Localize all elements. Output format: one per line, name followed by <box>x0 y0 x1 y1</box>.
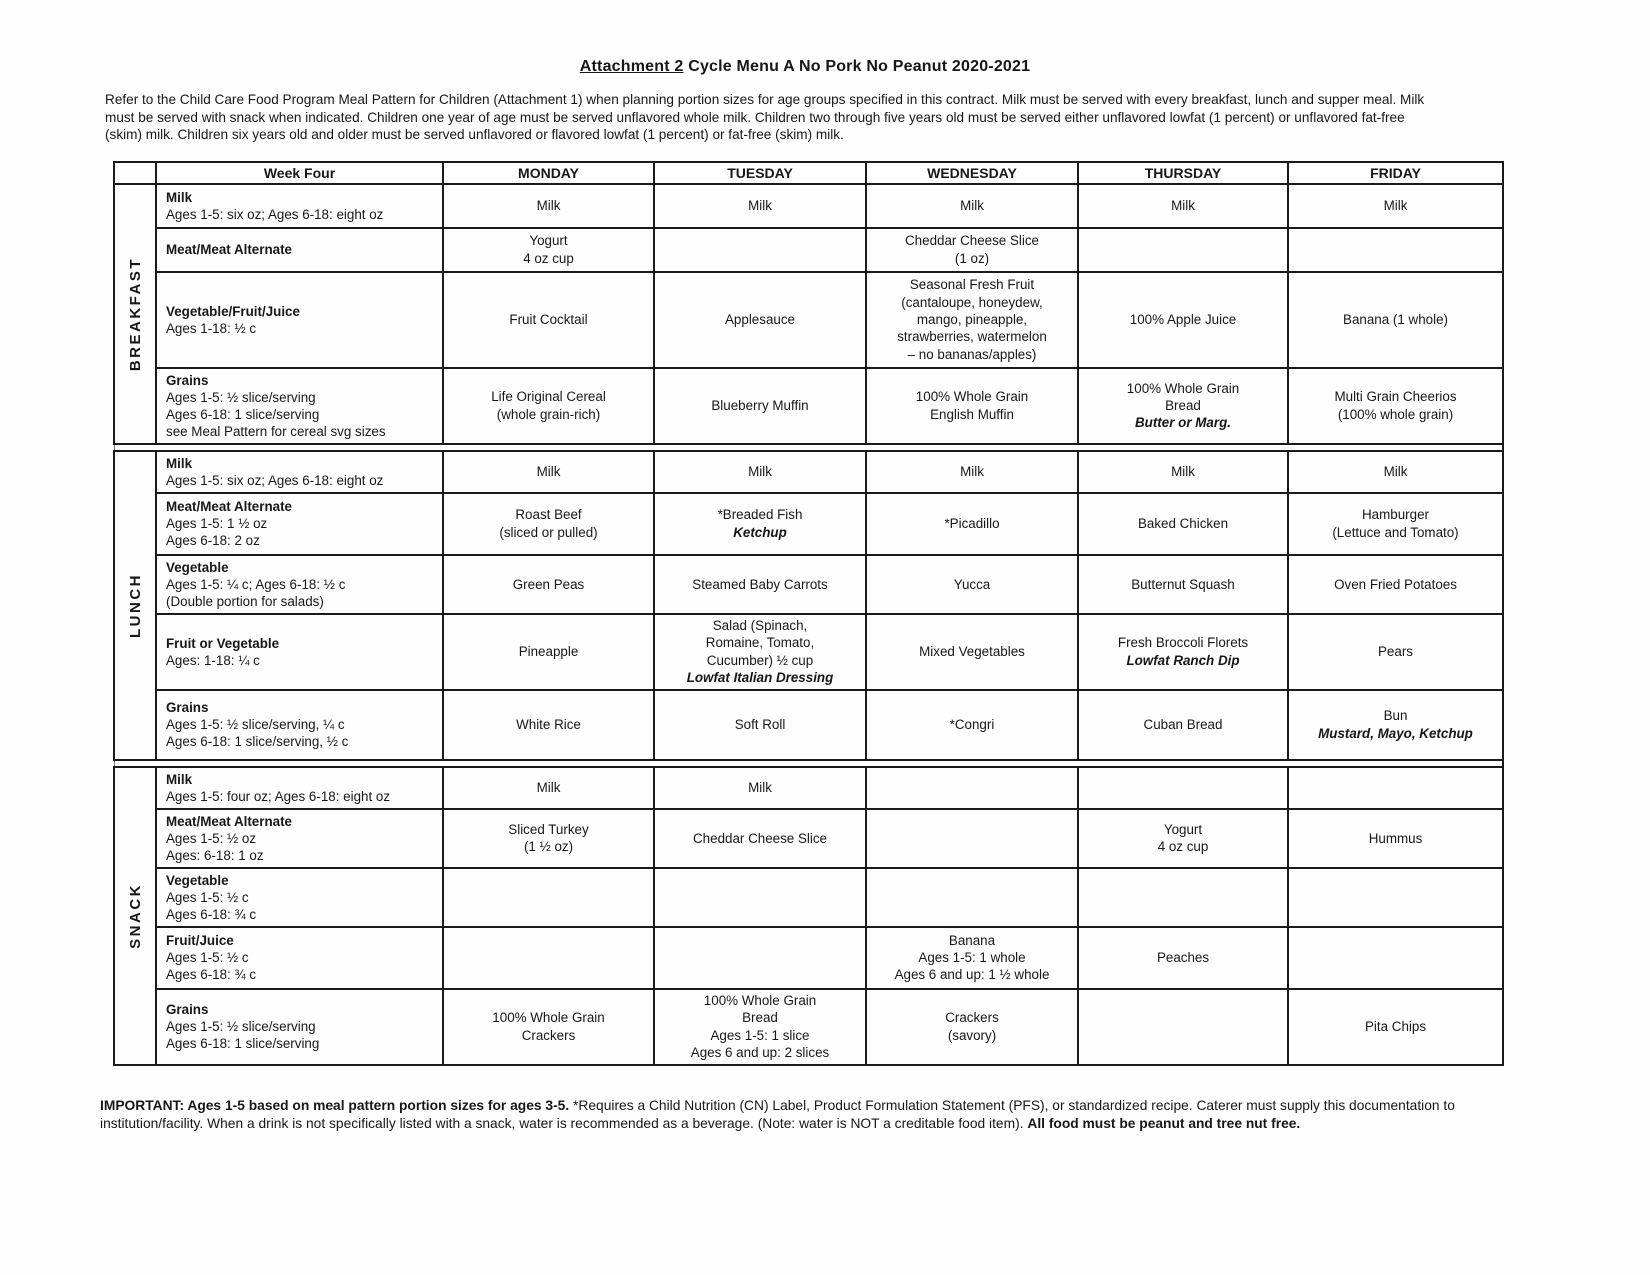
menu-cell-friday <box>1288 690 1503 760</box>
section-label-text: LUNCH <box>126 572 144 638</box>
day-header-monday: MONDAY <box>443 162 654 184</box>
category-detail: Ages 1-18: ½ c <box>166 320 257 336</box>
category-title: Vegetable/Fruit/Juice <box>166 303 300 319</box>
cell-line: Cheddar Cheese Slice <box>905 233 1039 249</box>
cell-line: (1 oz) <box>954 250 990 266</box>
cell-line: Yogurt <box>529 233 568 249</box>
menu-cell-monday <box>443 927 654 989</box>
footer-note <box>100 1097 1500 1134</box>
cell-line: Ages 6 and up: 2 slices <box>690 1045 830 1061</box>
category-detail: Ages 1-5: ¼ c; Ages 6-18: ½ c <box>166 576 346 592</box>
day-header-tuesday: TUESDAY <box>654 162 866 184</box>
menu-cell-thursday <box>1078 368 1288 444</box>
menu-cell-friday <box>1288 767 1503 809</box>
cell-line: 4 oz cup <box>1157 839 1209 855</box>
category-detail: Ages 6-18: ¾ c <box>166 906 257 922</box>
cell-line: Milk <box>748 780 772 796</box>
cell-line: Pita Chips <box>1364 1019 1427 1035</box>
menu-cell-monday <box>443 272 654 368</box>
cell-line: 100% Whole Grain <box>703 992 817 1008</box>
menu-cell-tuesday <box>654 927 866 989</box>
menu-cell-tuesday <box>654 690 866 760</box>
cell-line: Oven Fried Potatoes <box>1334 576 1457 592</box>
cell-line: Hamburger <box>1362 507 1429 523</box>
category-cell <box>156 690 443 760</box>
cell-line: Soft Roll <box>734 717 786 733</box>
section-label-breakfast <box>114 184 156 444</box>
category-detail: Ages 1-5: 1 ½ oz <box>166 516 268 532</box>
category-detail: Ages 6-18: 2 oz <box>166 533 260 549</box>
category-cell <box>156 614 443 690</box>
cell-line: Milk <box>1383 198 1408 214</box>
menu-cell-friday <box>1288 228 1503 272</box>
cell-line: Fresh Broccoli Florets <box>1117 635 1249 651</box>
cell-line: Baked Chicken <box>1137 516 1229 532</box>
cell-line: Yogurt <box>1163 821 1203 837</box>
cell-line: (Lettuce and Tomato) <box>1332 524 1459 540</box>
cell-line: Romaine, Tomato, <box>705 635 815 651</box>
menu-cell-monday <box>443 690 654 760</box>
footer-peanut-text: All food must be peanut and tree nut free. <box>1027 1116 1301 1132</box>
category-title: Fruit or Vegetable <box>166 635 280 651</box>
category-cell <box>156 184 443 228</box>
category-detail: Ages 6-18: 1 slice/serving <box>166 406 320 422</box>
cell-line: Pineapple <box>518 644 579 660</box>
menu-row <box>114 272 1503 368</box>
menu-cell-thursday <box>1078 809 1288 868</box>
cell-line: Ages 1-5: 1 slice <box>710 1027 810 1043</box>
category-detail: Ages 1-5: six oz; Ages 6-18: eight oz <box>166 206 384 222</box>
cell-line: (cantaloupe, honeydew, <box>901 294 1043 310</box>
category-title: Milk <box>166 189 193 205</box>
menu-cell-monday <box>443 368 654 444</box>
category-cell <box>156 228 443 272</box>
cell-line: Roast Beef <box>515 507 582 523</box>
category-detail: Ages 1-5: ½ c <box>166 950 249 966</box>
menu-cell-thursday <box>1078 184 1288 228</box>
cell-line: Bread <box>742 1010 778 1026</box>
category-cell <box>156 927 443 989</box>
cell-line: Crackers <box>521 1027 576 1043</box>
category-detail: Ages 6-18: 1 slice/serving, ½ c <box>166 734 349 750</box>
category-title: Milk <box>166 455 193 471</box>
menu-cell-thursday <box>1078 927 1288 989</box>
cell-line: Yucca <box>953 576 991 592</box>
cell-line: Lowfat Ranch Dip <box>1126 652 1240 668</box>
cell-line: Fruit Cocktail <box>509 312 588 328</box>
cell-line: Seasonal Fresh Fruit <box>909 277 1035 293</box>
menu-cell-friday <box>1288 989 1503 1065</box>
menu-cell-friday <box>1288 493 1503 555</box>
cell-line: strawberries, watermelon <box>897 329 1047 345</box>
category-cell <box>156 989 443 1065</box>
cell-line: Ages 6 and up: 1 ½ whole <box>894 967 1050 983</box>
menu-cell-tuesday <box>654 368 866 444</box>
menu-row <box>114 767 1503 809</box>
menu-cell-wednesday <box>866 927 1078 989</box>
cell-line: Cheddar Cheese Slice <box>693 830 827 846</box>
category-title: Vegetable <box>166 872 229 888</box>
menu-row <box>114 927 1503 989</box>
menu-cell-tuesday <box>654 555 866 614</box>
menu-cell-tuesday <box>654 228 866 272</box>
menu-cell-monday <box>443 555 654 614</box>
category-detail: see Meal Pattern for cereal svg sizes <box>166 423 386 439</box>
menu-cell-thursday <box>1078 555 1288 614</box>
cell-line: Banana (1 whole) <box>1343 312 1448 328</box>
menu-cell-wednesday <box>866 614 1078 690</box>
category-title: Fruit/Juice <box>166 933 234 949</box>
cell-line: Milk <box>536 198 561 214</box>
menu-row <box>114 989 1503 1065</box>
menu-cell-thursday <box>1078 868 1288 927</box>
menu-cell-wednesday <box>866 451 1078 493</box>
category-detail: Ages 1-5: ½ oz <box>166 830 257 846</box>
table-header-row <box>114 162 1503 184</box>
menu-cell-monday <box>443 184 654 228</box>
menu-cell-monday <box>443 614 654 690</box>
menu-cell-friday <box>1288 184 1503 228</box>
menu-row <box>114 451 1503 493</box>
category-detail: Ages: 6-18: 1 oz <box>166 847 264 863</box>
menu-cell-tuesday <box>654 184 866 228</box>
attachment-label: Attachment 2 <box>579 58 684 75</box>
menu-cell-wednesday <box>866 493 1078 555</box>
menu-cell-thursday <box>1078 690 1288 760</box>
menu-cell-wednesday <box>866 989 1078 1065</box>
menu-cell-friday <box>1288 809 1503 868</box>
category-detail: Ages 6-18: 1 slice/serving <box>166 1036 320 1052</box>
category-cell <box>156 493 443 555</box>
day-header-friday: FRIDAY <box>1288 162 1503 184</box>
menu-cell-monday <box>443 451 654 493</box>
menu-cell-thursday <box>1078 767 1288 809</box>
category-cell <box>156 272 443 368</box>
cell-line: Mustard, Mayo, Ketchup <box>1318 725 1473 741</box>
menu-cell-friday <box>1288 451 1503 493</box>
category-cell <box>156 767 443 809</box>
category-title: Vegetable <box>166 559 229 575</box>
menu-cell-tuesday <box>654 809 866 868</box>
category-title: Meat/Meat Alternate <box>166 499 293 515</box>
cycle-menu-table <box>113 161 1504 1066</box>
menu-cell-wednesday <box>866 228 1078 272</box>
menu-cell-tuesday <box>654 451 866 493</box>
cell-line: mango, pineapple, <box>916 312 1028 328</box>
cell-line: *Congri <box>949 717 995 733</box>
category-cell <box>156 555 443 614</box>
menu-cell-tuesday <box>654 989 866 1065</box>
cell-line: Milk <box>536 464 561 480</box>
cell-line: Butternut Squash <box>1131 576 1235 592</box>
menu-cell-thursday <box>1078 493 1288 555</box>
cell-line: 100% Whole Grain <box>492 1010 605 1026</box>
cell-line: Mixed Vegetables <box>919 644 1025 660</box>
menu-cell-wednesday <box>866 809 1078 868</box>
cell-line: Banana <box>948 932 996 948</box>
cell-line: Steamed Baby Carrots <box>692 576 828 592</box>
cell-line: (1 ½ oz) <box>523 839 574 855</box>
cell-line: (savory) <box>947 1027 997 1043</box>
document-title <box>100 58 1510 76</box>
menu-cell-wednesday <box>866 555 1078 614</box>
cell-line: Life Original Cereal <box>491 389 606 405</box>
menu-cell-wednesday <box>866 767 1078 809</box>
menu-row <box>114 809 1503 868</box>
cell-line: White Rice <box>516 717 581 733</box>
cell-line: Blueberry Muffin <box>711 398 809 414</box>
menu-cell-monday <box>443 767 654 809</box>
cell-line: Applesauce <box>725 312 795 328</box>
cell-line: – no bananas/apples) <box>907 346 1037 362</box>
category-cell <box>156 809 443 868</box>
cell-line: Bread <box>1165 398 1201 414</box>
menu-cell-wednesday <box>866 368 1078 444</box>
cell-line: Hummus <box>1368 830 1423 846</box>
section-label-snack <box>114 767 156 1065</box>
week-header: Week Four <box>156 162 443 184</box>
menu-cell-monday <box>443 493 654 555</box>
cell-line: (100% whole grain) <box>1337 406 1454 422</box>
header-strip-spacer <box>114 162 156 184</box>
menu-cell-thursday <box>1078 989 1288 1065</box>
menu-cell-thursday <box>1078 614 1288 690</box>
category-detail: Ages 1-5: four oz; Ages 6-18: eight oz <box>166 788 391 804</box>
cell-line: *Breaded Fish <box>717 507 803 523</box>
category-title: Milk <box>166 771 193 787</box>
menu-title-text: Cycle Menu A No Pork No Peanut 2020-2021 <box>688 58 1031 75</box>
cell-line: Milk <box>1171 464 1195 480</box>
cell-line: 100% Apple Juice <box>1129 312 1237 328</box>
menu-row <box>114 493 1503 555</box>
category-detail: Ages: 1-18: ¼ c <box>166 652 260 668</box>
day-header-wednesday: WEDNESDAY <box>866 162 1078 184</box>
menu-row <box>114 368 1503 444</box>
section-label-text: BREAKFAST <box>126 256 144 371</box>
section-separator-bar <box>114 760 1503 767</box>
menu-cell-friday <box>1288 927 1503 989</box>
cell-line: Milk <box>1171 198 1195 214</box>
category-title: Meat/Meat Alternate <box>166 813 293 829</box>
menu-row <box>114 555 1503 614</box>
cell-line: *Picadillo <box>944 516 1000 532</box>
menu-cell-wednesday <box>866 868 1078 927</box>
menu-cell-monday <box>443 868 654 927</box>
cell-line: Lowfat Italian Dressing <box>686 670 834 686</box>
category-title: Grains <box>166 1002 209 1018</box>
cell-line: (whole grain-rich) <box>496 406 601 422</box>
cell-line: Crackers <box>945 1010 999 1026</box>
category-detail: Ages 1-5: ½ slice/serving <box>166 389 316 405</box>
section-separator <box>114 444 1503 451</box>
menu-cell-thursday <box>1078 451 1288 493</box>
section-label-text: SNACK <box>126 882 144 949</box>
menu-cell-monday <box>443 989 654 1065</box>
menu-row <box>114 228 1503 272</box>
menu-cell-friday <box>1288 272 1503 368</box>
menu-cell-thursday <box>1078 272 1288 368</box>
menu-cell-friday <box>1288 614 1503 690</box>
category-detail: Ages 6-18: ¾ c <box>166 967 257 983</box>
cell-line: (sliced or pulled) <box>499 524 598 540</box>
category-detail: (Double portion for salads) <box>166 593 324 609</box>
intro-paragraph: Refer to the Child Care Food Program Meal Pattern for Children (Attachment 1) when planning portion sizes for age groups specified in this contract. Milk must be served with every breakfast, lunch and supper meal. Milk must be served with snack when indicated. Children one year of age must be served unflavored whole milk. Children two through five years old must be served either unflavored lowfat (1 percent) or unflavored fat-free (skim) milk. Children six years old and older must be served unflavored or flavored lowfat (1 percent) or fat-free (skim) milk. <box>105 92 1425 143</box>
cell-line: Milk <box>536 780 561 796</box>
menu-cell-friday <box>1288 868 1503 927</box>
cell-line: Pears <box>1378 644 1413 660</box>
cell-line: Sliced Turkey <box>508 821 589 837</box>
menu-row <box>114 690 1503 760</box>
cell-line: Cuban Bread <box>1143 717 1223 733</box>
cell-line: Butter or Marg. <box>1135 415 1231 431</box>
cell-line: Cucumber) ½ cup <box>706 652 814 668</box>
category-detail: Ages 1-5: ½ slice/serving, ¼ c <box>166 717 345 733</box>
cell-line: 4 oz cup <box>523 250 574 266</box>
menu-cell-tuesday <box>654 767 866 809</box>
menu-cell-wednesday <box>866 184 1078 228</box>
category-cell <box>156 868 443 927</box>
cell-line: Ketchup <box>733 524 787 540</box>
footer-body-text: *Requires a Child Nutrition (CN) Label, Product Formulation Statement (PFS), or standardized recipe. Caterer must supply this documentation to institution/facility. When a drink is not specifically listed with a snack, water is recommended as a beverage. (Note: water is NOT a creditable food item). <box>100 1097 1455 1132</box>
section-separator-bar <box>114 444 1503 451</box>
cell-line: 100% Whole Grain <box>1126 380 1240 396</box>
day-header-thursday: THURSDAY <box>1078 162 1288 184</box>
menu-cell-tuesday <box>654 272 866 368</box>
section-label-lunch <box>114 451 156 760</box>
menu-row <box>114 184 1503 228</box>
cell-line: Ages 1-5: 1 whole <box>918 950 1026 966</box>
category-detail: Ages 1-5: six oz; Ages 6-18: eight oz <box>166 472 384 488</box>
menu-cell-monday <box>443 809 654 868</box>
menu-cell-thursday <box>1078 228 1288 272</box>
cell-line: Green Peas <box>512 576 585 592</box>
cell-line: Bun <box>1383 708 1408 724</box>
cell-line: Multi Grain Cheerios <box>1334 389 1457 405</box>
category-cell <box>156 451 443 493</box>
menu-row <box>114 868 1503 927</box>
category-title: Grains <box>166 372 209 388</box>
cell-line: Peaches <box>1156 950 1210 966</box>
cell-line: Milk <box>1383 464 1408 480</box>
menu-cell-tuesday <box>654 868 866 927</box>
cell-line: Salad (Spinach, <box>712 617 808 633</box>
category-detail: Ages 1-5: ½ c <box>166 889 249 905</box>
menu-cell-wednesday <box>866 272 1078 368</box>
cell-line: Milk <box>748 198 772 214</box>
menu-cell-tuesday <box>654 614 866 690</box>
cell-line: Milk <box>960 464 984 480</box>
menu-cell-monday <box>443 228 654 272</box>
menu-cell-friday <box>1288 555 1503 614</box>
category-title: Meat/Meat Alternate <box>166 242 293 258</box>
category-title: Grains <box>166 700 209 716</box>
menu-cell-tuesday <box>654 493 866 555</box>
menu-cell-friday <box>1288 368 1503 444</box>
cell-line: Milk <box>748 464 772 480</box>
menu-cell-wednesday <box>866 690 1078 760</box>
document-content <box>100 0 1510 1134</box>
cell-line: English Muffin <box>930 406 1014 422</box>
menu-row <box>114 614 1503 690</box>
category-detail: Ages 1-5: ½ slice/serving <box>166 1019 316 1035</box>
category-cell <box>156 368 443 444</box>
footer-important-text: IMPORTANT: Ages 1-5 based on meal pattern portion sizes for ages 3-5. <box>100 1097 570 1113</box>
cell-line: 100% Whole Grain <box>915 389 1029 405</box>
section-separator <box>114 760 1503 767</box>
cell-line: Milk <box>960 198 984 214</box>
